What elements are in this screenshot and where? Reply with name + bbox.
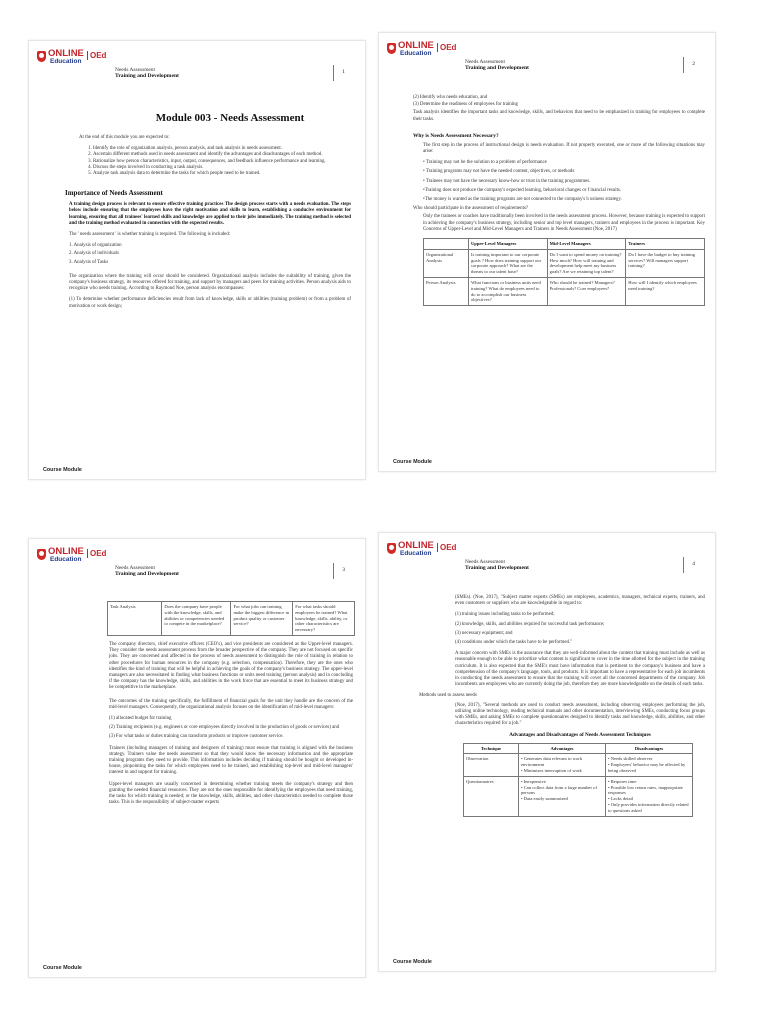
table-cell: What functions or business units need training? What do employees need to do to accomplish our business objectives? xyxy=(468,278,547,306)
page-header xyxy=(465,59,695,72)
header-subject: Needs Assessment xyxy=(465,59,505,65)
task-analysis-table xyxy=(107,601,355,636)
shield-icon xyxy=(387,43,396,54)
table-header-cell: Technique xyxy=(464,743,519,754)
list-item: (2) Training recipients (e.g. engineers or core employees directly involved in the production of goods or services) and xyxy=(109,725,340,731)
table-cell: Do I want to spend money on training? How much? How will training and development help meet my business goals? Are we retaining top talent? xyxy=(547,249,626,277)
document-page-1: ONLINE Education OEd Needs Assessment Training and Development 1 Module 003 - Needs Assessment At the end of this module you are expected to: 1. Identify the role of organization analysis, person analysis, and task analysis in needs assessment. 2. Ascertain different methods used in needs assessment and identify the advantages and disadvantages of each method. 3. Rationalize how person characteristics, input, output, consequences, and feedback influence performance and learning. 4. Discuss the steps involved in conducting a task analysis. 5. Analyze task analysis data to determine the tasks for which people need to be trained. Importance of Needs Assessment A training design process is relevant to ensure effective training practices The design process starts with a needs evaluation. The steps below include ensuring that the employees have the right motivation and skills to learn, establishing a conducive environment for learning, ensuring that all trainees' learned skills and knowledge are applied to their jobs immediately. The training method is selected and the training method evaluated in connection with the expected results. The ' needs assessment ' is whether training is required. The following is included: 1. Analysis of organization 2. Analysis of individuals 3. Analysis of Tasks The organization where the training will occur should be considered. Organizational analysis includes the suitability of training, given the company's business strategy, its resources offered for training, and support by managers and peers for training activities. Person analysis aids to recognize who needs training. According to Raymond Noe, person analysis encompasses: (1) To determine whether performance deficiencies result from lack of knowledge, skills or abilities (training problem) or from a problem of motivation or work design; Course Module xyxy=(28,40,366,480)
table-header-cell: Upper-Level Managers xyxy=(468,239,547,250)
table-cell: Do I have the budget to buy training services? Will managers support training? xyxy=(626,249,705,277)
list-item: 1. Analysis of organization xyxy=(69,243,122,249)
page-number: 3 xyxy=(333,563,345,579)
bullet-item: • Training may not be the solution to a problem of performance xyxy=(423,160,547,166)
paragraph: Upper-level managers are usually concerned in determining whether training meets the company's strategy and then granting the needed financial resources. They are not the ones responsible for identifying the employees that need training, the tasks for which training is needed; or the knowledge, skills, abilities, and other characteristics needed to complete those tasks. This is the responsibility of subject-matter experts xyxy=(109,781,353,806)
list-item: (3) necessary equipment; and xyxy=(455,630,513,636)
table-header-cell: Advantages xyxy=(518,743,605,754)
list-item: (2) knowledge, skills, and abilities required for successful task performance; xyxy=(455,621,605,627)
paragraph: Trainers (including managers of training and designers of training) must ensure that training is aligned with the business strategy. Trainers value the needs assessment so that they would know the necessary information and the appropriate training programs they need to provide. This information includes deciding if training should be bought or developed in-house, pinpointing the tasks for which employees need to be trained, and establishing top-level and mid-level managers' interest in and support for training. xyxy=(109,745,353,776)
table-title: Advantages and Disadvantages of Needs Assessment Techniques xyxy=(509,732,651,739)
module-title: Module 003 - Needs Assessment xyxy=(155,112,305,124)
document-page-4: ONLINE Education OEd Needs Assessment Training and Development 4 (SMEs). (Noe, 2017), "Subject matter experts (SMEs) are employees, academics, managers, technical experts, trainers, and even customers or suppliers who are knowledgeable in regard to: (1) training issues including tasks to be performed; (2) knowledge, skills, and abilities required for successful task performance; (3) necessary equipment; and (4) conditions under which the tasks have to be performed." A major concern with SMEs is the assurance that they are well-informed about the content that training must include as well as reasonable enough to be able to prioritize what content is significant to cover in the time allotted for the subject in the training curriculum. It is also expected that the SME's must have information that is pertinent to the company's business and have a comprehension of the company's language, tools, and products. It is important to have a representative for each job incumbents in conducting the needs assessment to ensure that the training will cover all the concerned departments of the company. Job incumbents are employees who are currently doing the job, therefore they are more knowledgeable on the details of each tasks. Methods used to assess needs (Noe, 2017), "Several methods are used to conduct needs assessment, including observing employees performing the job, utilizing online technology, reading technical manuals and other documentation, interviewing SMEs, conducting focus groups with SMEs, and asking SMEs to complete questionnaires designed to identify tasks and knowledge, skills, abilities, and other characteristics required for a job." Advantages and Disadvantages of Needs Assessment Techniques Technique Advantages Disadvantages Observation • Generates data relevant to work environment • Minimizes interruption of work • Needs skilled observer • Employees' behavior may be affected by being observed Questionnaires • Inexpensive • Can collect data from a large number of persons • Data easily summarized • Requires time • Possible low return rates, inappropriate responses • Lacks detail • Only provides information directly related to questions asked Course Module xyxy=(378,532,716,972)
objective-item: 5. Analyze task analysis data to determine the tasks for which people need to be trained. xyxy=(93,171,351,177)
section-heading: Why is Needs Assessment Necessary? xyxy=(413,132,499,139)
page-header xyxy=(465,559,695,572)
table-cell: Who should be trained? Managers? Professionals? Core employees? xyxy=(547,278,626,306)
paragraph: The organization where the training will occur should be considered. Organizational analysis includes the suitability of training, given the company's business strategy, its resources offered for training, and support by managers and peers for training activities. Person analysis aids to recognize who needs training. According to Raymond Noe, person analysis encompasses: xyxy=(69,273,351,292)
section-subheading: Methods used to assess needs xyxy=(419,693,477,699)
bullet-item: •The money is wanted as the training programs are not connected to the company's b usiness strategy. xyxy=(423,197,622,203)
paragraph: Task analysis identifies the important tasks and knowledge, skills, and behaviors that need to be emphasized in training for employees to complete their tasks. xyxy=(413,110,705,122)
page-footer: Course Module xyxy=(393,959,432,965)
header-course: Training and Development xyxy=(465,65,529,71)
section-heading: Importance of Needs Assessment xyxy=(65,189,163,198)
header-course: Training and Development xyxy=(465,565,529,571)
table-cell: Observation xyxy=(464,754,519,776)
page-body xyxy=(109,597,353,811)
page-header xyxy=(115,565,345,578)
table-cell: • Requires time • Possible low return rates, inappropriate responses • Lacks detail • Only provides information directly related to questions asked xyxy=(605,776,692,816)
page-number: 1 xyxy=(333,65,345,81)
objectives-intro: At the end of this module you are expected to: xyxy=(79,135,170,140)
bullet-item: • Trainees may not have the necessary know-how or trust in the training programmes. xyxy=(423,178,591,184)
page-footer: Course Module xyxy=(43,467,82,473)
table-header-cell: Trainers xyxy=(626,239,705,250)
page-header xyxy=(115,67,345,80)
table-header-cell: Mid-Level Managers xyxy=(547,239,626,250)
section-subheading: Who should participate in the assessment of requirements? xyxy=(413,206,529,212)
table-header-cell xyxy=(424,239,469,250)
shield-icon xyxy=(37,549,46,560)
header-subject: Needs Assessment xyxy=(115,565,155,571)
table-cell: Is training important to our corporate goals ? How does training support our corporate approach? What are the threats to our talent base? xyxy=(468,249,547,277)
page-footer: Course Module xyxy=(43,965,82,971)
paragraph: The first step in the process of instructional design is needs evaluation. If not properly executed, one or more of the following situations may arise: xyxy=(423,142,705,155)
table-header-row xyxy=(424,239,705,250)
table-row xyxy=(424,249,705,277)
list-item: (3) For what tasks or duties training can transform products or improve customer service. xyxy=(109,734,284,740)
header-subject: Needs Assessment xyxy=(115,67,155,73)
paragraph: Only the trainees or coaches have traditionally been involved in the needs assessment process. However, because training is expected to support in achieving the company's business strategy, including senior and top level managers, trainers and employees in the process is important. Key Concerns of Upper-Level and Mid-Level Managers and Trainers in Needs Assessment (Noe, 2017) xyxy=(423,214,705,232)
objectives-list xyxy=(93,146,351,177)
table-cell: How will I identify which employees need training? xyxy=(626,278,705,306)
table-cell: For what jobs can training make the biggest difference in product quality or customer service? xyxy=(231,602,293,636)
objective-item: 3. Rationalize how person characteristics, input, output, consequences, and feedback influence performance and learning. xyxy=(93,159,351,165)
document-page-2: ONLINE Education OEd Needs Assessment Training and Development 2 (2) Identify who needs education, and (3) Determine the readiness of employees for training Task analysis identifies the important tasks and knowledge, skills, and behaviors that need to be emphasized in training for employees to complete their tasks. Why is Needs Assessment Necessary? The first step in the process of instructional design is needs evaluation. If not properly executed, one or more of the following situations may arise: • Training may not be the solution to a problem of performance • Training programs may not have the needed content, objectives, or methods • Trainees may not have the necessary know-how or trust in the training programmes. •Training does not produce the company's expected learning, behavioral changes or f inancial results. •The money is wanted as the training programs are not connected to the company's b usiness strategy. Who should participate in the assessment of requirements? Only the trainees or coaches have traditionally been involved in the needs assessment process. However, because training is expected to support in achieving the company's business strategy, including senior and top level managers, trainers and employees in the process is important. Key Concerns of Upper-Level and Mid-Level Managers and Trainers in Needs Assessment (Noe, 2017) Upper-Level Managers Mid-Level Managers Trainers Organizational Analysis Is training important to our corporate goals ? How does training support our corporate approach? What are the threats to our talent base? Do I want to spend money on training? How much? How will training and development help meet my business goals? Are we retaining top talent? Do I have the budget to buy training services? Will managers support training? Person Analysis What functions or business units need training? What do employees need to do to accomplish our business objectives? Who should be trained? Managers? Professionals? Core employees? How will I identify which employees need training? Course Module xyxy=(378,32,716,472)
page-number: 4 xyxy=(683,557,695,573)
table-cell: Organizational Analysis xyxy=(424,249,469,277)
objective-item: 1. Identify the role of organization analysis, person analysis, and task analysis in needs assessment. xyxy=(93,146,351,152)
table-cell: Does the company have people with the knowledge, skills, and abilities or competencies needed to compete in the marketplace? xyxy=(162,602,231,636)
table-cell: • Needs skilled observer • Employees' behavior may be affected by being observed xyxy=(605,754,692,776)
paragraph: The ' needs assessment ' is whether training is required. The following is included: xyxy=(69,232,231,238)
objective-item: 2. Ascertain different methods used in needs assessment and identify the advantages and disadvantages of each method. xyxy=(93,152,351,158)
header-course: Training and Development xyxy=(115,73,179,79)
table-cell: Task Analysis xyxy=(108,602,162,636)
shield-icon xyxy=(387,543,396,554)
table-row xyxy=(424,278,705,306)
document-page-3: ONLINE Education OEd Needs Assessment Training and Development 3 Task Analysis Does the company have people with the knowledge, skills, and abilities or competencies needed to compete in the marketplace? For what jobs can training make the biggest difference in product quality or customer service? For what tasks should employees be trained? What knowledge, skills, ability, or other characteristics are necessary? The company directors, chief executive officers (CEO's), and vice presidents are considered as the Upper-level managers. They consider the needs assessment process from the broader perspective of the company. They are not focused on specific jobs. They are concerned and affected in the process of needs assessment to distinguish the role of training in relation to other procedures for human resources in the company (e.g. selection, compensation). Therefore, they are the ones who identifies the kind of training that will be helpful in achieving the goals of the company's business strategy. The upper-level managers are also necessitated in finding what business functions or units need training (person analysis) and in concluding if the company has the knowledge, skills, and abilities in the work force that are essential to meet its business strategy and be competitive in the marketplace. The outcomes of the training specifically, the fulfillment of financial goals for the unit they handle are the concern of the mid-level managers. Consequently, the organizational analysis focuses on the identification of mid-level managers: (1) allocated budget for training (2) Training recipients (e.g. engineers or core employees directly involved in the production of goods or services) and (3) For what tasks or duties training can transform products or improve customer service. Trainers (including managers of training and designers of training) must ensure that training is aligned with the business strategy. Trainers value the needs assessment so that they would know the necessary information and the appropriate training programs they need to provide. This information includes deciding if training should be bought or developed in-house, pinpointing the tasks for which employees need to be trained, and establishing top-level and mid-level managers' interest in and support for training. Upper-level managers are usually concerned in determining whether training meets the company's strategy and then granting the needed financial resources. They are not the ones responsible for identifying the employees that need training, the tasks for which training is needed; or the knowledge, skills, abilities, and other characteristics needed to complete those tasks. This is the responsibility of subject-matter experts Course Module xyxy=(28,538,366,978)
paragraph: The outcomes of the training specifically, the fulfillment of financial goals for the unit they handle are the concern of the mid-level managers. Consequently, the organizational analysis focuses on the identification of mid-level managers: xyxy=(109,698,353,710)
list-item: 2. Analysis of individuals xyxy=(69,251,119,257)
paragraph: (SMEs). (Noe, 2017), "Subject matter experts (SMEs) are employees, academics, managers, technical experts, trainers, and even customers or suppliers who are knowledgeable in regard to: xyxy=(455,595,705,607)
page-body xyxy=(65,93,351,315)
list-item: 3. Analysis of Tasks xyxy=(69,259,109,265)
page-body xyxy=(419,595,705,823)
table-row xyxy=(108,602,355,636)
shield-icon xyxy=(37,51,46,62)
paragraph: (1) To determine whether performance deficiencies result from lack of knowledge, skills or abilities (training problem) or from a problem of motivation or work design; xyxy=(69,297,351,309)
header-subject: Needs Assessment xyxy=(465,559,505,565)
list-item: (1) allocated budget for training xyxy=(109,716,172,722)
table-cell: Person Analysis xyxy=(424,278,469,306)
techniques-table xyxy=(463,743,693,817)
page-body xyxy=(413,95,705,312)
table-cell: • Inexpensive • Can collect data from a large number of persons • Data easily summarized xyxy=(518,776,605,816)
paragraph: The company directors, chief executive officers (CEO's), and vice presidents are considered as the Upper-level managers. They consider the needs assessment process from the broader perspective of the company. They are not focused on specific jobs. They are concerned and affected in the process of needs assessment to distinguish the role of training in relation to other procedures for human resources in the company (e.g. selection, compensation). Therefore, they are the ones who identifies the kind of training that will be helpful in achieving the goals of the company's business strategy. The upper-level managers are also necessitated in finding what business functions or units need training (person analysis) and in concluding if the company has the knowledge, skills, and abilities in the work force that are essential to meet its business strategy and be competitive in the marketplace. xyxy=(109,641,353,691)
table-header-row xyxy=(464,743,693,754)
table-row xyxy=(464,754,693,776)
table-cell: Questionnaires xyxy=(464,776,519,816)
page-footer: Course Module xyxy=(393,459,432,465)
table-header-cell: Disadvantages xyxy=(605,743,692,754)
objective-item: 4. Discuss the steps involved in conducting a task analysis. xyxy=(93,165,351,171)
page-number: 2 xyxy=(683,57,695,73)
list-item: (1) training issues including tasks to be performed; xyxy=(455,612,555,618)
table-cell: For what tasks should employees be trained? What knowledge, skills, ability, or other characteristics are necessary? xyxy=(293,602,355,636)
table-cell: • Generates data relevant to work environment • Minimizes interruption of work xyxy=(518,754,605,776)
list-item: (4) conditions under which the tasks have to be performed." xyxy=(455,640,573,646)
paragraph: A training design process is relevant to ensure effective training practices The design process starts with a needs evaluation. The steps below include ensuring that the employees have the right motivation and skills to learn, establishing a conducive environment for learning, ensuring that all trainees' learned skills and knowledge are applied to their jobs immediately. The training method is selected and the training method evaluated in connection with the expected results. xyxy=(69,202,351,226)
header-course: Training and Development xyxy=(115,571,179,577)
table-row xyxy=(464,776,693,816)
list-item: (2) Identify who needs education, and xyxy=(413,95,488,100)
concerns-table xyxy=(423,238,705,306)
bullet-item: • Training programs may not have the needed content, objectives, or methods xyxy=(423,169,575,175)
list-item: (3) Determine the readiness of employees for training xyxy=(413,102,518,108)
paragraph: (Noe, 2017), "Several methods are used to conduct needs assessment, including observing employees performing the job, utilizing online technology, reading technical manuals and other documentation, interviewing SMEs, conducting focus groups with SMEs, and asking SMEs to complete questionnaires designed to identify tasks and knowledge, skills, abilities, and other characteristics required for a job." xyxy=(455,702,705,727)
paragraph: A major concern with SMEs is the assurance that they are well-informed about the content that training must include as well as reasonable enough to be able to prioritize what content is significant to cover in the time allotted for the subject in the training curriculum. It is also expected that the SME's must have information that is pertinent to the company's business and have a comprehension of the company's language, tools, and products. It is important to have a representative for each job incumbents in conducting the needs assessment to ensure that the training will cover all the concerned departments of the company. Job incumbents are employees who are currently doing the job, therefore they are more knowledgeable on the details of each tasks. xyxy=(455,651,705,688)
bullet-item: •Training does not produce the company's expected learning, behavioral changes or f inancial results. xyxy=(423,187,622,193)
